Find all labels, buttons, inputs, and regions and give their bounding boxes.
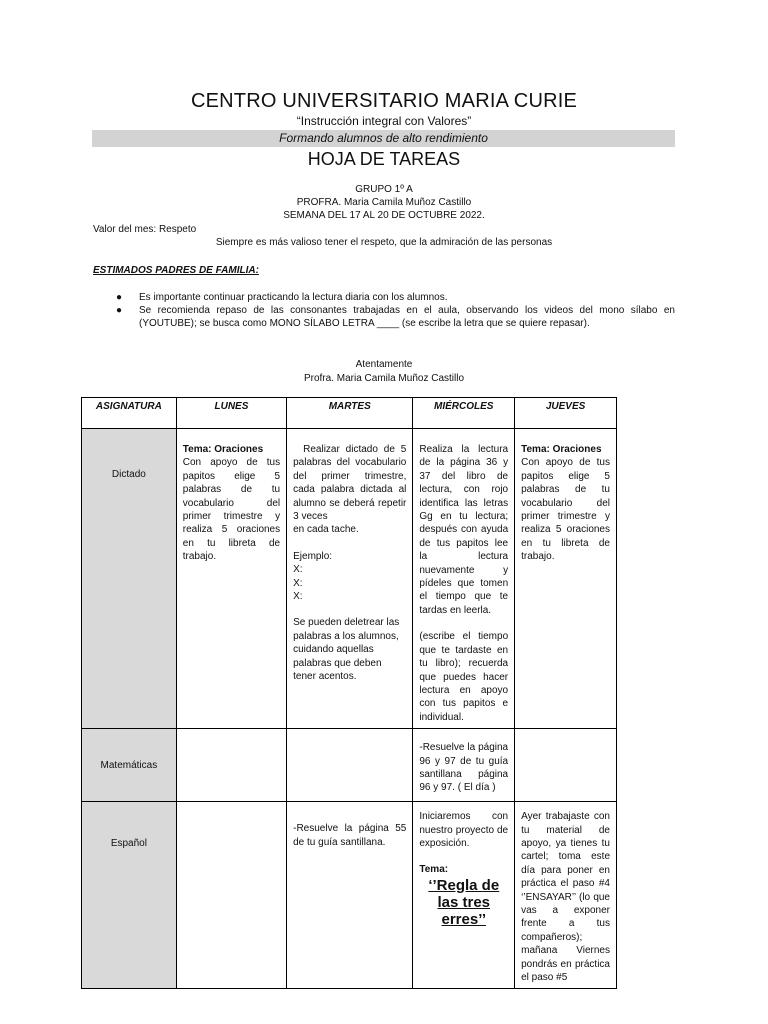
school-motto: “Instrucción integral con Valores”: [296, 114, 472, 128]
task-cell: [176, 802, 286, 989]
list-item: [116, 304, 675, 330]
table-header-row: [82, 398, 617, 429]
subject-cell: [82, 729, 177, 802]
bullet-text: Se recomienda repaso de las consonantes trabajadas en el aula, observando los videos del mono sílabo en (YOUTUBE); se busca como MONO SÍLABO LETRA ____ (se escribe la letra que se quiere repasar).: [139, 305, 675, 329]
week-line: SEMANA DEL 17 AL 20 DE OCTUBRE 2022.: [283, 210, 485, 221]
table-row: [82, 429, 617, 729]
column-header: LUNES: [176, 398, 286, 429]
task-text: Se pueden deletrear las palabras a los alumnos, cuidando aquellas: [293, 617, 400, 656]
task-cell: [287, 429, 413, 729]
task-text: (escribe el tiempo que te tardaste en tu libro); recuerda que puedes hacer lectura en apoyo con tus papitos e individual.: [419, 631, 509, 723]
subject-label: Dictado: [111, 469, 146, 480]
value-of-month: Valor del mes: Respeto: [93, 224, 197, 235]
task-text: Iniciaremos con nuestro proyecto de exposición.: [419, 811, 509, 849]
subject-label: Español: [110, 838, 147, 850]
motto-band: Formando alumnos de alto rendimiento: [92, 130, 675, 147]
task-text: -Resuelve la página 96 y 97 de tu guía santillana página 96 y 97. ( El día ): [419, 742, 509, 794]
task-text: Ayer trabajaste con tu material de apoyo, ya tienes tu cartel; toma este día para poner en práctica el paso #4 ‘’ENSAYAR’’ (lo que vas a exponer frente a tus compañeros); mañana Viernes pondrás en práctica el paso #5: [521, 811, 610, 983]
task-cell: [413, 802, 515, 989]
recommendations-list: [116, 291, 675, 330]
task-text: Con apoyo de tus papitos elige 5 palabras de tu vocabulario del primer trimestre y realiza 5 oraciones en tu libreta de trabajo.: [182, 457, 281, 563]
column-header: ASIGNATURA: [82, 398, 177, 429]
task-topic: Tema: Oraciones: [521, 444, 602, 455]
task-cell: [287, 729, 413, 802]
task-cell: [176, 429, 286, 729]
task-cell: [515, 802, 617, 989]
closing-signature: Profra. Maria Camila Muñoz Castillo: [303, 373, 465, 384]
task-topic: Tema:: [419, 864, 449, 876]
subject-cell: [82, 429, 177, 729]
parents-heading: ESTIMADOS PADRES DE FAMILIA:: [93, 265, 259, 276]
tasks-table: [81, 397, 617, 989]
school-name: CENTRO UNIVERSITARIO MARIA CURIE: [190, 90, 578, 112]
table-row: [82, 729, 617, 802]
subject-cell: [82, 802, 177, 989]
task-text: palabras que deben tener acentos.: [293, 657, 382, 683]
task-text: X:: [293, 591, 303, 603]
task-text: -Resuelve la página 55 de tu guía santillana.: [293, 823, 407, 848]
task-cell: [176, 729, 286, 802]
task-topic: Tema: Oraciones: [182, 444, 264, 455]
document-title: HOJA DE TAREAS: [307, 149, 461, 169]
task-cell: [413, 429, 515, 729]
subject-label: Matemáticas: [100, 759, 158, 771]
task-cell: [287, 802, 413, 989]
task-text: Con apoyo de tus papitos elige 5 palabras de tu vocabulario del primer trimestre y realiza 5 oraciones en tu libreta de trabajo.: [521, 457, 610, 563]
group-line: GRUPO 1º A: [355, 184, 413, 195]
column-header: MARTES: [287, 398, 413, 429]
task-text: Realizar dictado de 5 palabras del vocabulario del primer trimestre, cada palabra dictada al alumno se deberá repetir 3 veces: [293, 444, 407, 523]
column-header: MIÉRCOLES: [413, 398, 515, 429]
teacher-line: PROFRA. Maria Camila Muñoz Castillo: [296, 197, 472, 208]
table-row: [82, 802, 617, 989]
task-text: X:: [293, 577, 303, 589]
task-cell: [515, 729, 617, 802]
column-header: JUEVES: [515, 398, 617, 429]
bullet-icon: ●: [116, 305, 123, 316]
quote: Siempre es más valioso tener el respeto, que la admiración de las personas: [215, 237, 553, 248]
task-text: X:: [293, 564, 303, 576]
bullet-text: Es importante continuar practicando la lectura diaria con los alumnos.: [139, 292, 448, 303]
list-item: [116, 291, 675, 304]
bullet-icon: ●: [116, 292, 123, 303]
task-text: Ejemplo:: [293, 550, 333, 562]
project-title: ‘’Regla de las tres erres’’: [428, 876, 500, 928]
task-text: en cada tache.: [293, 524, 359, 536]
task-cell: [515, 429, 617, 729]
closing-line: Atentamente: [355, 359, 413, 370]
task-cell: [413, 729, 515, 802]
task-text: Realiza la lectura de la página 36 y 37 del libro de lectura, con rojo identifica las letras Gg en tu lectura; después con ayuda de tus papitos lee la lectura nuevamente y pídeles que tomen el tiempo que te tardas en leerla.: [419, 444, 509, 616]
